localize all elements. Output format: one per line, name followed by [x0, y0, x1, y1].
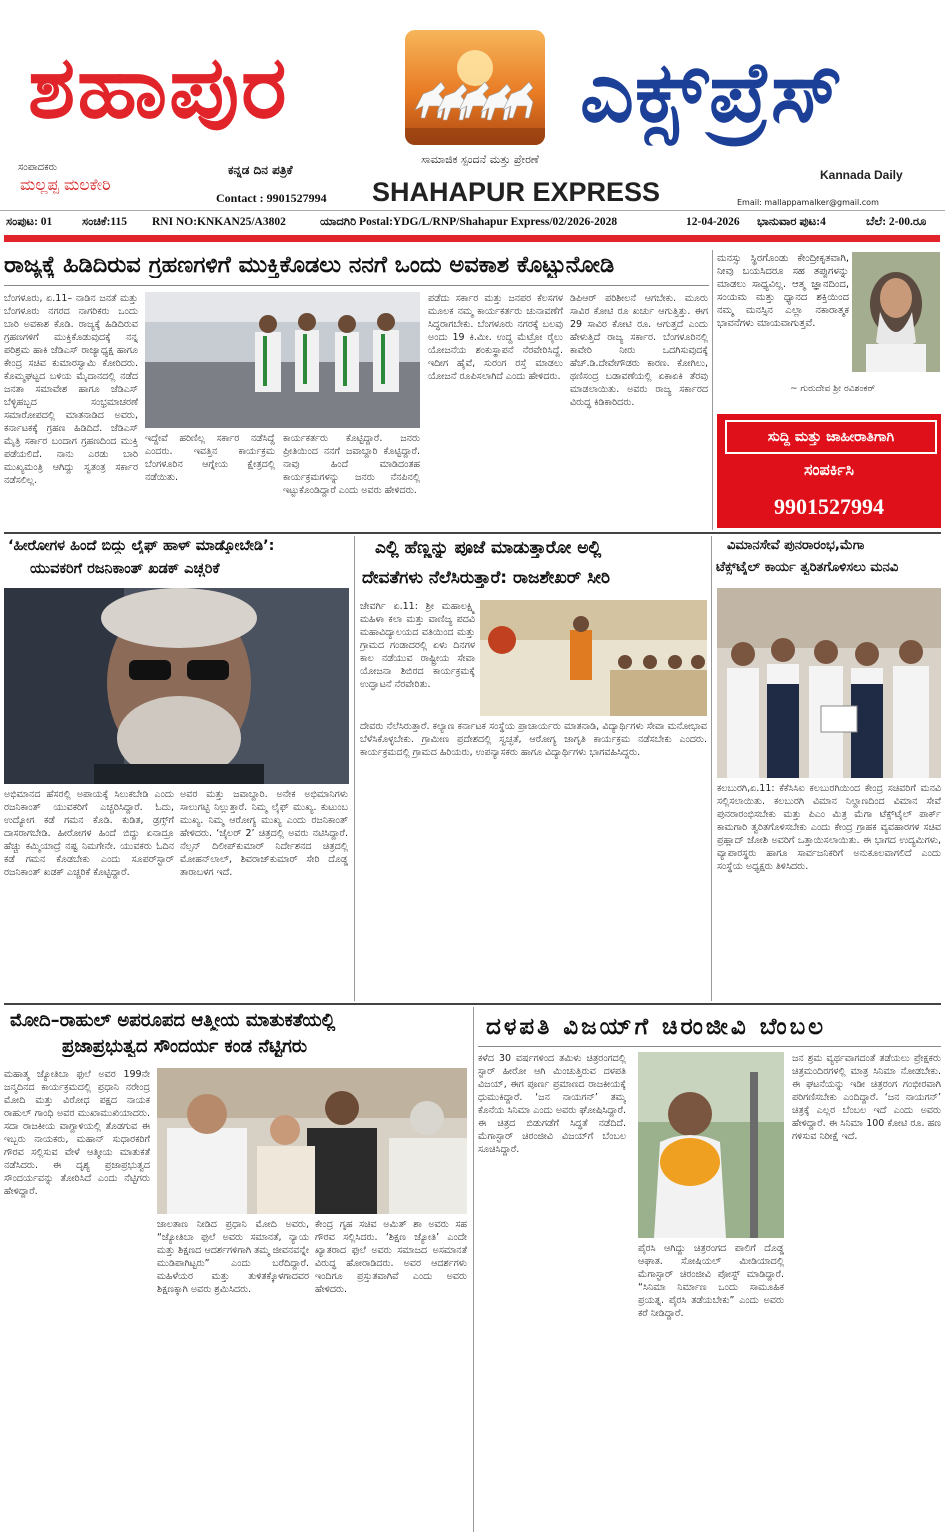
- modi-headline-1: ಮೋದಿ–ರಾಹುಲ್ ಅಪರೂಪದ ಆತ್ಮೀಯ ಮಾತುಕತೆಯಲ್ಲಿ: [10, 1010, 336, 1031]
- temple-headline-2: ದೇವತೆಗಳು ನೆಲೆಸಿರುತ್ತಾರೆ: ರಾಜಶೇಖರ್ ಸೀರಿ: [362, 568, 611, 588]
- temple-photo: [480, 600, 707, 716]
- postal-registration: ಯಾದಗಿರಿ Postal:YDG/L/RNP/Shahapur Express/02/2026-2028: [320, 216, 618, 228]
- modi-headline-2: ಪ್ರಜಾಪ್ರಭುತ್ವದ ಸೌಂದರ್ಯ ಕಂಡ ನೆಟ್ಟಿಗರು: [62, 1036, 308, 1057]
- email-address: Email: mallappamalker@gmail.com: [737, 198, 879, 207]
- masthead-divider: [0, 210, 945, 211]
- ad-line-1: ಸುದ್ದಿ ಮತ್ತು ಜಾಹೀರಾತಿಗಾಗಿ: [725, 420, 937, 454]
- temple-col-2: ದೇವರು ನೆಲೆಸಿರುತ್ತಾರೆ. ಕಲ್ಯಾಣ ಕರ್ನಾಟಕ ಸಂಸ್ಥೆಯ ಪ್ರಾಚಾರ್ಯರು ಮಾತನಾಡಿ, ವಿದ್ಯಾರ್ಥಿಗಳು ಸೇವಾ ಮನೋಭಾವ ಬೆಳೆಸಿಕೊಳ್ಳಬೇಕು. ಗ್ರಾಮೀಣ ಪ್ರದೇಶದಲ್ಲಿ ಸ್ವಚ್ಛತೆ, ಆರೋಗ್ಯ ಜಾಗೃತಿ ಕಾರ್ಯಕ್ರಮ ನಡೆಸಬೇಕು ಎಂದರು. ಕಾರ್ಯಕ್ರಮದಲ್ಲಿ ಗ್ರಾಮದ ಹಿರಿಯರು, ಉಪನ್ಯಾಸಕರು ಹಾಗೂ ವಿದ್ಯಾರ್ಥಿಗಳು ಭಾಗವಹಿಸಿದ್ದರು.: [360, 721, 707, 758]
- rajini-headline-2: ಯುವಕರಿಗೆ ರಜನಿಕಾಂತ್ ಖಡಕ್ ಎಚ್ಚರಿಕೆ: [30, 561, 220, 577]
- vijay-rule: [478, 1046, 941, 1047]
- flight-headline-2: ಟೆಕ್ಸ್‌ಟೈಲ್ ಕಾರ್ಯ ತ್ವರಿತಗೊಳಿಸಲು ಮನವಿ: [716, 560, 899, 575]
- group-photo-icon: [717, 588, 941, 778]
- price: ಬೆಲೆ: 2-00.ರೂ: [866, 216, 927, 228]
- flight-headline-1: ವಿಮಾನಸೇವೆ ಪುನರಾರಂಭ,ಮೆಗಾ: [727, 538, 865, 553]
- rally-photo-icon: [145, 292, 420, 428]
- issue: ಸಂಚಿಕೆ:115: [82, 216, 128, 228]
- contact-number: Contact : 9901527994: [216, 191, 327, 205]
- ad-phone: 9901527994: [774, 494, 884, 519]
- portrait-icon: [4, 588, 349, 784]
- modi-photo: [157, 1068, 467, 1214]
- flight-body: ಕಲಬುರಗಿ,ಏ.11: ಕೆಕೆಸಿಸಿಐ ಕಲಬುರಗಿಯಿಂದ ಕೇಂದ್ರ ಸಚಿವರಿಗೆ ಮನವಿ ಸಲ್ಲಿಸಲಾಯಿತು. ಕಲಬುರಗಿ ವಿಮಾನ ನಿಲ್ದಾಣದಿಂದ ವಿಮಾನ ಸೇವೆ ಪುನರಾರಂಭಿಸಬೇಕು ಮತ್ತು ಪಿಎಂ ಮಿತ್ರ ಮೆಗಾ ಟೆಕ್ಸ್‌ಟೈಲ್ ಪಾರ್ಕ್ ಕಾಮಗಾರಿ ತ್ವರಿತಗೊಳಿಸಬೇಕು ಎಂದು ಕೇಂದ್ರ ಗ್ರಾಹಕ ವ್ಯವಹಾರಗಳ ಸಚಿವ ಪ್ರಹ್ಲಾದ್ ಜೋಶಿ ಅವರಿಗೆ ಒತ್ತಾಯಿಸಲಾಯಿತು. ಈ ಭಾಗದ ಉದ್ಯಮಿಗಳು, ವ್ಯಾಪಾರಸ್ಥರು ಹಾಗೂ ಸಾರ್ವಜನಿಕರಿಗೆ ಅನುಕೂಲವಾಗಲಿದೆ ಎಂದು ಸಂಸ್ಥೆಯ ಅಧ್ಯಕ್ಷರು ತಿಳಿಸಿದರು.: [717, 783, 941, 872]
- rajini-col-2: ಅವರ ಮತ್ತು ಜವಾಬ್ದಾರಿ. ಅನೇಕ ಅಭಿಮಾನಿಗಳು ಸಾಲುಗಟ್ಟಿ ನಿಲ್ಲುತ್ತಾರೆ. ನಿಮ್ಮ ಲೈಫ್ ಮುಖ್ಯ. ಕುಟುಂಬ ಮುಖ್ಯ. ನಿಮ್ಮ ಆರೋಗ್ಯ ಮುಖ್ಯ ಎಂದು ರಜನಿಕಾಂತ್ ಹೇಳಿದರು. ‘ಜೈಲರ್ 2’ ಚಿತ್ರದಲ್ಲಿ ಅವರು ನಟಿಸಿದ್ದಾರೆ. ನೆಲ್ಸನ್ ದಿಲೀಪ್‌ಕುಮಾರ್ ನಿರ್ದೇಶನದ ಚಿತ್ರದಲ್ಲಿ ಮೋಹನ್‌ಲಾಲ್, ಶಿವರಾಜ್‌ಕುಮಾರ್ ಸೇರಿ ದೊಡ್ಡ ತಾರಾಬಳಗ ಇದೆ.: [180, 789, 348, 878]
- advertisement-box: [717, 414, 941, 528]
- daily-label-kannada: ಕನ್ನಡ ದಿನ ಪತ್ರಿಕೆ: [228, 163, 293, 177]
- guru-photo: [852, 252, 940, 372]
- lead-photo: [145, 292, 420, 428]
- modi-col-1: ಮಹಾತ್ಮ ಜ್ಯೋತಿಬಾ ಫುಲೆ ಅವರ 199ನೇ ಜನ್ಮದಿನದ ಕಾರ್ಯಕ್ರಮದಲ್ಲಿ ಪ್ರಧಾನಿ ನರೇಂದ್ರ ಮೋದಿ ಮತ್ತು ವಿರೋಧ ಪಕ್ಷದ ನಾಯಕ ರಾಹುಲ್ ಗಾಂಧಿ ಅವರ ಮುಖಾಮುಖಿಯಾದರು. ಸದಾ ರಾಜಕೀಯ ವಾಗ್ದಾಳಿಯಲ್ಲಿ ತೊಡಗುವ ಈ ಇಬ್ಬರು ನಾಯಕರು, ಮಹಾನ್ ಸುಧಾರಕರಿಗೆ ಗೌರವ ಸಲ್ಲಿಸುವ ವೇಳೆ ಆತ್ಮೀಯ ಮಾತುಕತೆ ನಡೆಸಿದರು. ಈ ದೃಶ್ಯ ಪ್ರಜಾಪ್ರಭುತ್ವದ ಸೌಂದರ್ಯವನ್ನು ತೋರಿಸಿದೆ ಎಂದು ನೆಟ್ಟಿಗರು ಹೇಳಿದ್ದಾರೆ.: [4, 1069, 150, 1197]
- event-photo-icon: [480, 600, 707, 716]
- brand-title-kannada: ಶಹಾಪುರ: [28, 38, 289, 138]
- vijay-photo: [638, 1052, 784, 1238]
- daily-label-english: Kannada Daily: [820, 168, 903, 182]
- temple-col-1: ಜೇವರ್ಗಿ ಏ.11: ಶ್ರೀ ಮಹಾಲಕ್ಷ್ಮಿ ಮಹಿಳಾ ಕಲಾ ಮತ್ತು ವಾಣಿಜ್ಯ ಪದವಿ ಮಹಾವಿದ್ಯಾಲಯದ ವತಿಯಿಂದ ಮತ್ತು ಗ್ರಾಮದ ಗಂಡಾದರಲ್ಲಿ ಏಳು ದಿನಗಳ ಕಾಲ ನಡೆಯುವ ರಾಷ್ಟ್ರೀಯ ಸೇವಾ ಯೋಜನಾ ಶಿಬಿರದ ಕಾರ್ಯಕ್ರಮಕ್ಕೆ ಉದ್ಘಾಟನೆ ನೆರವೇರಿತು.: [360, 601, 475, 690]
- horses-logo: [405, 30, 545, 145]
- temple-headline-1: ಎಲ್ಲಿ ಹೆಣ್ಣನ್ನು ಪೂಜೆ ಮಾಡುತ್ತಾರೋ ಅಲ್ಲಿ: [375, 538, 602, 558]
- day-page: ಭಾನುವಾರ ಪುಟ:4: [757, 216, 826, 228]
- editor-label: ಸಂಪಾದಕರು: [18, 162, 58, 173]
- volume: ಸಂಪುಟ: 01: [6, 216, 53, 228]
- ad-line-2: ಸಂಪರ್ಕಿಸಿ: [803, 460, 855, 479]
- rajini-col-1: ಅಭಿಮಾನದ ಹೆಸರಲ್ಲಿ ಅಪಾಯಕ್ಕೆ ಸಿಲುಕಬೇಡಿ ಎಂದು ರಜನಿಕಾಂತ್ ಯುವಕರಿಗೆ ಎಚ್ಚರಿಸಿದ್ದಾರೆ. ಓದು, ಉದ್ಯೋಗ ಕಡೆ ಗಮನ ಕೊಡಿ. ಕುಡಿತ, ಡ್ರಗ್ಸ್‌ಗೆ ದಾಸರಾಗಬೇಡಿ. ಹೀರೋಗಳ ಹಿಂದೆ ಬಿದ್ದು ಏನಾದ್ರೂ ಹೆಚ್ಚು ಕಮ್ಮಿಯಾದ್ರೆ ನಷ್ಟ ನಿಮಗೇನೇ. ಯುವಕರು ಓದಿನ ಕಡೆ ಗಮನ ಕೊಡಬೇಕು ಎಂದು ಸೂಪರ್‌ಸ್ಟಾರ್ ರಜನಿಕಾಂತ್ ಖಡಕ್ ಎಚ್ಚರಿಕೆ ಕೊಟ್ಟಿದ್ದಾರೆ.: [4, 789, 174, 878]
- rajini-headline-1: ‘ಹೀರೋಗಳ ಹಿಂದೆ ಬಿದ್ದು ಲೈಫ್ ಹಾಳ್ ಮಾಡ್ಕೋಬೇಡಿ’:: [8, 538, 275, 554]
- brand-title-english: SHAHAPUR EXPRESS: [372, 177, 661, 207]
- leaders-photo-icon: [157, 1068, 467, 1214]
- quote-author: ~ ಗುರುದೇವ ಶ್ರೀ ರವಿಶಂಕರ್: [790, 384, 876, 394]
- tagline: ಸಾಮಾಜಿಕ ಸ್ಪಂದನೆ ಮತ್ತು ಪ್ರೇರಣೆ: [421, 153, 539, 166]
- lead-col-1: ಬೆಂಗಳೂರು, ಏ.11– ನಾಡಿನ ಜನತೆ ಮತ್ತು ಬೆಂಗಳೂರು ನಗರದ ನಾಗರಿಕರು ಒಂದು ಬಾರಿ ಅವಕಾಶ ಕೊಡಿ. ರಾಜ್ಯಕ್ಕೆ ಹಿಡಿದಿರುವ ಗ್ರಹಣಗಳಿಗೆ ಮುಕ್ತಿಕೊಡುವುದಕ್ಕೆ ನನ್ನ ಪರಿಶ್ರಮ ಹಾಕಿ ಜೆಡಿಎಸ್ ರಾಜ್ಯಾಧ್ಯಕ್ಷ ಹಾಗೂ ಕೇಂದ್ರ ಸಚಿವ ಕುಮಾರಸ್ವಾಮಿ ಕೋರಿದರು. ಕೊಮ್ಮಘಟ್ಟದ ಬಳಿಯ ಮೈದಾನದಲ್ಲಿ ನಡೆದ ಜನತಾ ಸಮಾವೇಶ ಹಾಗೂ ಜೆಡಿಎಸ್ ಬೆಳ್ಳಿಹಬ್ಬದ ಸಂಭ್ರಮಾಚರಣೆ ಸಮಾರೋಪದಲ್ಲಿ ಮಾತನಾಡಿದ ಅವರು, ಕರ್ನಾಟಕಕ್ಕೆ ಗ್ರಹಣ ಹಿಡಿದಿದೆ. ಜೆಡಿಎಸ್ ಮೈತ್ರಿ ಸರ್ಕಾರ ಬಂದಾಗ ಗ್ರಹಣದಿಂದ ಮುಕ್ತಿ ಪಡೆಯಲಿದೆ. ನಾನು ಎರಡು ಬಾರಿ ಮುಖ್ಯಮಂತ್ರಿ ಆಗಿದ್ದು ಸ್ವತಂತ್ರ ಸರ್ಕಾರ ನಡೆಸಲಿಲ್ಲ.: [4, 293, 138, 486]
- quote-text: ಮನಸ್ಸು ಸ್ಥಿರಗೊಂಡು ಕೇಂದ್ರೀಕೃತವಾಗಿ, ನೀವು ಬಯಸಿದರೂ ಸಹ ತಪ್ಪುಗಳನ್ನು ಮಾಡಲು ಸಾಧ್ಯವಿಲ್ಲ. ಆತ್ಮ ಜ್ಞಾನದಿಂದ, ಸಂಯಮ ಮತ್ತು ಧ್ಯಾನದ ಶಕ್ತಿಯಿಂದ ನಮ್ಮ ಮನಸ್ಸಿನ ಎಲ್ಲಾ ನಕಾರಾತ್ಮಕ ಭಾವನೆಗಳು ಮಾಯವಾಗುತ್ತವೆ.: [717, 253, 849, 329]
- section-rule: [4, 1003, 941, 1005]
- vijay-headline: ದಳಪತಿ ವಿಜಯ್‌ಗೆ ಚಿರಂಜೀವಿ ಬೆಂಬಲ: [486, 1014, 827, 1040]
- lead-headline: ರಾಜ್ಯಕ್ಕೆ ಹಿಡಿದಿರುವ ಗ್ರಹಣಗಳಿಗೆ ಮುಕ್ತಿಕೊಡಲು ನನಗೆ ಒಂದು ಅವಕಾಶ ಕೊಟ್ಟುನೋಡಿ: [4, 252, 615, 278]
- column-rule: [354, 536, 355, 1001]
- info-bar: [0, 213, 945, 233]
- flight-photo: [717, 588, 941, 778]
- portrait-icon: [638, 1052, 784, 1238]
- modi-col-2: ಜಾಲತಾಣ ನೀಡಿದ ಪ್ರಧಾನಿ ಮೋದಿ ಅವರು, “ಜ್ಯೋತಿಬಾ ಫುಲೆ ಅವರು ಸಮಾನತೆ, ನ್ಯಾಯ ಮತ್ತು ಶಿಕ್ಷಣದ ಆದರ್ಶಗಳಿಗಾಗಿ ತಮ್ಮ ಜೀವನವನ್ನೇ ಮುಡಿಪಾಗಿಟ್ಟರು” ಎಂದು ಬರೆದಿದ್ದಾರೆ. ಮಹಿಳೆಯರ ಮತ್ತು ತುಳಿತಕ್ಕೊಳಗಾದವರ ಶಿಕ್ಷಣಕ್ಕಾಗಿ ಅವರು ಶ್ರಮಿಸಿದರು.: [157, 1219, 309, 1295]
- lead-photo-caption: ಇದ್ದೇವೆ ಹರಿಣಿಲ್ಲ ಸರ್ಕಾರ ನಡೆಸಿದ್ದೆ ಎಂದರು. ಇವತ್ತಿನ ಕಾರ್ಯಕ್ರಮ ಬೆಂಗಳೂರಿನ ಆಗ್ನೇಯ ಕ್ಷೇತ್ರದಲ್ಲಿ ನಡೆಯಿತು.: [145, 433, 275, 483]
- lead-rule: [4, 285, 709, 286]
- issue-date: 12-04-2026: [686, 216, 740, 228]
- red-divider: [4, 235, 940, 242]
- portrait-icon: [852, 252, 940, 372]
- lead-col-3: ಪಡೆದು ಸರ್ಕಾರ ಮತ್ತು ಜನಪರ ಕೆಲಸಗಳ ಮೂಲಕ ನಮ್ಮ ಕಾರ್ಯಕರ್ತರು ಚುನಾವಣೆಗೆ ಸಿದ್ಧರಾಗಬೇಕು. ಬೆಂಗಳೂರು ನಗರಕ್ಕೆ ಬಲವು ಅಂದು 19 ಕಿ.ಮೀ. ಉದ್ದ ಮೆಟ್ರೋ ರೈಲು ಯೋಜನೆಯ ಶಂಕುಸ್ಥಾಪನೆ ನೆರವೇರಿಸಿದ್ದೆ. ಇದೀಗ ಹೈವೆ, ಸುರಂಗ ರಸ್ತೆ ಮಾಡಲು ಯೋಜನೆ ರೂಪಿಸಲಾಗಿದೆ ಎಂದು ಹೇಳಿದರು.: [428, 293, 563, 382]
- column-rule: [473, 1007, 474, 1532]
- horses-icon: [405, 30, 545, 145]
- vijay-col-2: ಪೈರಸಿ ಆಗಿದ್ದು ಚಿತ್ರರಂಗದ ಪಾಲಿಗೆ ದೊಡ್ಡ ಆಘಾತ. ಸೋಷಿಯಲ್ ಮೀಡಿಯಾದಲ್ಲಿ ಮೆಗಾಸ್ಟಾರ್ ಚಿರಂಜೀವಿ ಪೋಸ್ಟ್ ಮಾಡಿದ್ದಾರೆ. “ಸಿನಿಮಾ ನಿರ್ಮಾಣ ಒಂದು ಸಾಮೂಹಿಕ ಪ್ರಯತ್ನ. ಪೈರಸಿ ತಡೆಯಬೇಕು” ಎಂದು ಅವರು ಕರೆ ನೀಡಿದ್ದಾರೆ.: [638, 1243, 784, 1319]
- vijay-col-3: ಜನ ಶ್ರಮ ವ್ಯರ್ಥವಾಗದಂತೆ ತಡೆಯಲು ಪ್ರೇಕ್ಷಕರು ಚಿತ್ರಮಂದಿರಗಳಲ್ಲಿ ಮಾತ್ರ ಸಿನಿಮಾ ನೋಡಬೇಕು. ಈ ಘಟನೆಯನ್ನು ಇಡೀ ಚಿತ್ರರಂಗ ಗಂಭೀರವಾಗಿ ಪರಿಗಣಿಸಬೇಕು ಎಂದಿದ್ದಾರೆ. ‘ಜನ ನಾಯಗನ್’ ಚಿತ್ರಕ್ಕೆ ಎಲ್ಲರ ಬೆಂಬಲ ಇದೆ ಎಂದು ಅವರು ಹೇಳಿದ್ದಾರೆ. ಈ ಸಿನಿಮಾ 100 ಕೋಟಿ ರೂ. ಹಣ ಗಳಿಸುವ ನಿರೀಕ್ಷೆ ಇದೆ.: [792, 1053, 941, 1142]
- section-rule: [4, 532, 941, 534]
- rni-number: RNI NO:KNKAN25/A3802: [152, 216, 286, 228]
- lead-col-4: ಡಿಪಿಆರ್ ಪರಿಶೀಲನೆ ಆಗಬೇಕು. ಮೂರು ಸಾವಿರ ಕೋಟಿ ರೂ ಖರ್ಚು ಆಗುತ್ತಿತ್ತು. ಈಗ 29 ಸಾವಿರ ಕೋಟಿ ರೂ. ಆಗುತ್ತದೆ ಎಂದು ಹೇಳುತ್ತಿದೆ ರಾಜ್ಯ ಸರ್ಕಾರ. ಬೆಂಗಳೂರಿನಲ್ಲಿ ಕಾವೇರಿ ನೀರು ಒದಗಿಸುವುದಕ್ಕೆ ಹೆಚ್.ಡಿ.ದೇವೇಗೌಡರು ಕಾರಣ. ಕೋಗಿಲು, ಥಣಿಸಂದ್ರ ಬಡಾವಣೆಯಲ್ಲಿ ಏಕಾಏಕಿ ತೆರವು ಮಾಡಲಾಯಿತು. ಅವರು ರಾಜ್ಯ ಸರ್ಕಾರದ ವಿರುದ್ಧ ಕಿಡಿಕಾರಿದರು.: [570, 293, 708, 408]
- lead-col-2: ಕಾರ್ಯಕರ್ತರು ಕೊಟ್ಟಿದ್ದಾರೆ. ಜನರು ಪ್ರೀತಿಯಿಂದ ನನಗೆ ಜವಾಬ್ದಾರಿ ಕೊಟ್ಟಿದ್ದಾರೆ. ನಾವು ಹಿಂದೆ ಮಾಡಿದಂತಹ ಕಾರ್ಯಕ್ರಮಗಳನ್ನು ಜನರು ನೆನಪಿನಲ್ಲಿ ಇಟ್ಟುಕೊಂಡಿದ್ದಾರೆ ಎಂದು ಅವರು ಹೇಳಿದರು.: [283, 433, 420, 496]
- vijay-col-1: ಕಳೆದ 30 ವರ್ಷಗಳಿಂದ ತಮಿಳು ಚಿತ್ರರಂಗದಲ್ಲಿ ಸ್ಟಾರ್ ಹೀರೋ ಆಗಿ ಮಿಂಚುತ್ತಿರುವ ದಳಪತಿ ವಿಜಯ್, ಈಗ ಪೂರ್ಣ ಪ್ರಮಾಣದ ರಾಜಕೀಯಕ್ಕೆ ಧುಮುಕಿದ್ದಾರೆ. ‘ಜನ ನಾಯಗನ್’ ತಮ್ಮ ಕೊನೆಯ ಸಿನಿಮಾ ಎಂದು ಅವರು ಘೋಷಿಸಿದ್ದಾರೆ. ಈ ಚಿತ್ರದ ಬಿಡುಗಡೆಗೆ ಸಿದ್ಧತೆ ನಡೆದಿದೆ. ಮೆಗಾಸ್ಟಾರ್ ಚಿರಂಜೀವಿ ವಿಜಯ್‌ಗೆ ಬೆಂಬಲ ಸೂಚಿಸಿದ್ದಾರೆ.: [478, 1053, 626, 1155]
- rajini-photo: [4, 588, 349, 784]
- brand-title-express: ಎಕ್ಸ್‌ಪ್ರೆಸ್: [580, 43, 844, 141]
- column-rule: [711, 536, 712, 1001]
- modi-col-3: ಕೇಂದ್ರ ಗೃಹ ಸಚಿವ ಅಮಿತ್ ಶಾ ಅವರು ಸಹ ಗೌರವ ಸಲ್ಲಿಸಿದರು. ‘ಶಿಕ್ಷಣ ಜ್ಯೋತಿ’ ಎಂದೇ ಖ್ಯಾತರಾದ ಫುಲೆ ಅವರು ಸಮಾಜದ ಅಸಮಾನತೆ ವಿರುದ್ಧ ಹೋರಾಡಿದರು. ಅವರ ಆದರ್ಶಗಳು ಇಂದಿಗೂ ಪ್ರಸ್ತುತವಾಗಿವೆ ಎಂದು ಅವರು ಹೇಳಿದರು.: [315, 1219, 467, 1295]
- editor-name: ಮಲ್ಲಪ್ಪ ಮಲಕೇರಿ: [20, 175, 111, 194]
- column-rule: [712, 250, 713, 530]
